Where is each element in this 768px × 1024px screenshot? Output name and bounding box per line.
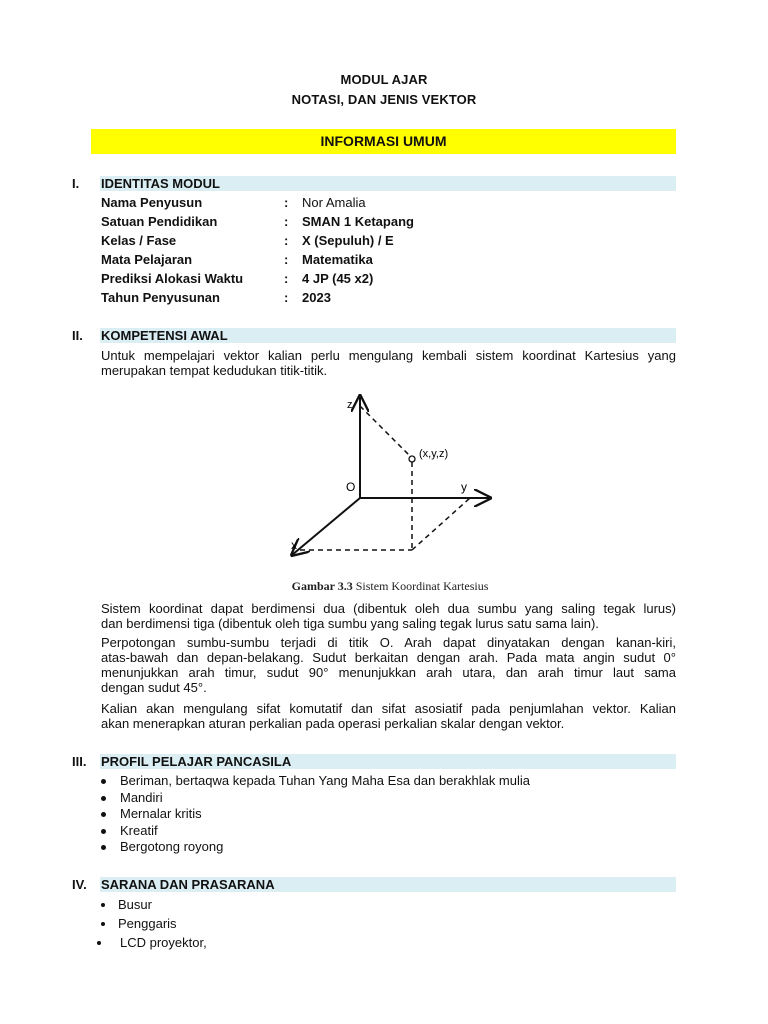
- section-number: I.: [72, 176, 80, 191]
- bullet-icon: [97, 941, 101, 945]
- paragraph-line: atas-bawah dan depan-belakang. Sudut berkaitan dengan arah. Pada mata angin sudut 0°: [101, 650, 676, 665]
- section-number: III.: [72, 754, 87, 769]
- axis-label-x: x: [291, 538, 297, 552]
- paragraph-properties: [101, 701, 676, 731]
- paragraph-line: Perpotongan sumbu-sumbu terjadi di titik O. Arah dapat dinyatakan dengan kanan-kiri,: [101, 635, 676, 650]
- paragraph-line: merupakan tempat kedudukan titik-titik.: [101, 363, 328, 378]
- identity-label: Tahun Penyusunan: [101, 290, 220, 305]
- paragraph-dimensions: [101, 601, 676, 631]
- identity-colon: :: [284, 195, 289, 210]
- identity-colon: :: [284, 290, 289, 305]
- list-item-text: Mandiri: [120, 789, 163, 805]
- bullet-icon: [101, 829, 106, 834]
- paragraph-line: menunjukkan arah timur, sudut 90° menunjukkan arah utara, dan arah timur laut sama: [101, 665, 676, 680]
- paragraph-line: Kalian akan mengulang sifat komutatif dan sifat asosiatif pada penjumlahan vektor. Kalian: [101, 701, 676, 716]
- identity-colon: :: [284, 233, 289, 248]
- identity-label: Nama Penyusun: [101, 195, 203, 210]
- caption-text: Sistem Koordinat Kartesius: [355, 579, 489, 593]
- bullet-icon: [101, 796, 106, 801]
- section-title-sarana: SARANA DAN PRASARANA: [101, 877, 275, 892]
- bullet-icon: [101, 903, 105, 907]
- identity-value: 2023: [302, 290, 331, 305]
- identity-colon: :: [284, 252, 289, 267]
- list-item-text: Kreatif: [120, 822, 158, 838]
- x-axis: [292, 498, 360, 555]
- module-title: MODUL AJAR: [340, 72, 428, 87]
- identity-colon: :: [284, 214, 289, 229]
- identity-label: Satuan Pendidikan: [101, 214, 218, 229]
- identity-value: 4 JP (45 x2): [302, 271, 374, 286]
- list-item-text: Bergotong royong: [120, 839, 224, 854]
- section-title-identitas: IDENTITAS MODUL: [101, 176, 220, 191]
- identity-label: Mata Pelajaran: [101, 252, 193, 267]
- origin-label: O: [346, 480, 356, 494]
- bullet-icon: [101, 812, 106, 817]
- module-subtitle: NOTASI, DAN JENIS VEKTOR: [291, 92, 477, 107]
- axis-label-z: z: [347, 399, 353, 411]
- list-item-text: Busur: [118, 897, 152, 912]
- paragraph-line: Sistem koordinat dapat berdimensi dua (dibentuk oleh dua sumbu yang saling tegak lurus): [101, 601, 676, 616]
- list-item-text: LCD proyektor,: [120, 935, 207, 950]
- axis-label-y: y: [461, 480, 467, 494]
- point-label: (x,y,z): [419, 448, 449, 460]
- paragraph-line: dan berdimensi tiga (dibentuk oleh tiga sumbu yang saling tegak lurus satu sama lain).: [101, 616, 599, 631]
- point-marker: [409, 456, 415, 462]
- paragraph-line: Untuk mempelajari vektor kalian perlu mengulang kembali sistem koordinat Kartesius yang: [101, 348, 676, 363]
- identity-value: Matematika: [302, 252, 373, 267]
- paragraph-directions: [101, 635, 676, 695]
- caption-prefix: Gambar 3.3: [291, 579, 353, 593]
- section-number: IV.: [72, 877, 87, 892]
- section-title-profil: PROFIL PELAJAR PANCASILA: [101, 754, 292, 769]
- identity-label: Prediksi Alokasi Waktu: [101, 271, 244, 286]
- bullet-icon: [101, 845, 106, 850]
- identity-value: Nor Amalia: [302, 195, 366, 210]
- paragraph-line: dengan sudut 45°.: [101, 680, 207, 695]
- list-item-text: Mernalar kritis: [120, 806, 202, 821]
- identity-label: Kelas / Fase: [101, 233, 177, 248]
- info-banner: INFORMASI UMUM: [91, 129, 676, 154]
- identity-value: X (Sepuluh) / E: [302, 233, 394, 248]
- cartesian-diagram: [270, 390, 510, 580]
- bullet-icon: [101, 779, 106, 784]
- figure-caption: [270, 579, 510, 594]
- section-number: II.: [72, 328, 83, 343]
- list-item-text: Beriman, bertaqwa kepada Tuhan Yang Maha Esa dan berakhlak mulia: [120, 773, 531, 788]
- identity-colon: :: [284, 271, 289, 286]
- section-title-kompetensi: KOMPETENSI AWAL: [101, 328, 228, 343]
- cartesian-figure: [270, 390, 510, 595]
- paragraph-line: akan menerapkan aturan perkalian pada operasi perkalian skalar dengan vektor.: [101, 716, 565, 731]
- bullet-icon: [101, 922, 105, 926]
- projection-lines: [300, 406, 470, 550]
- list-item-text: Penggaris: [118, 916, 177, 931]
- kompetensi-intro: [101, 348, 676, 378]
- identity-value: SMAN 1 Ketapang: [302, 214, 414, 229]
